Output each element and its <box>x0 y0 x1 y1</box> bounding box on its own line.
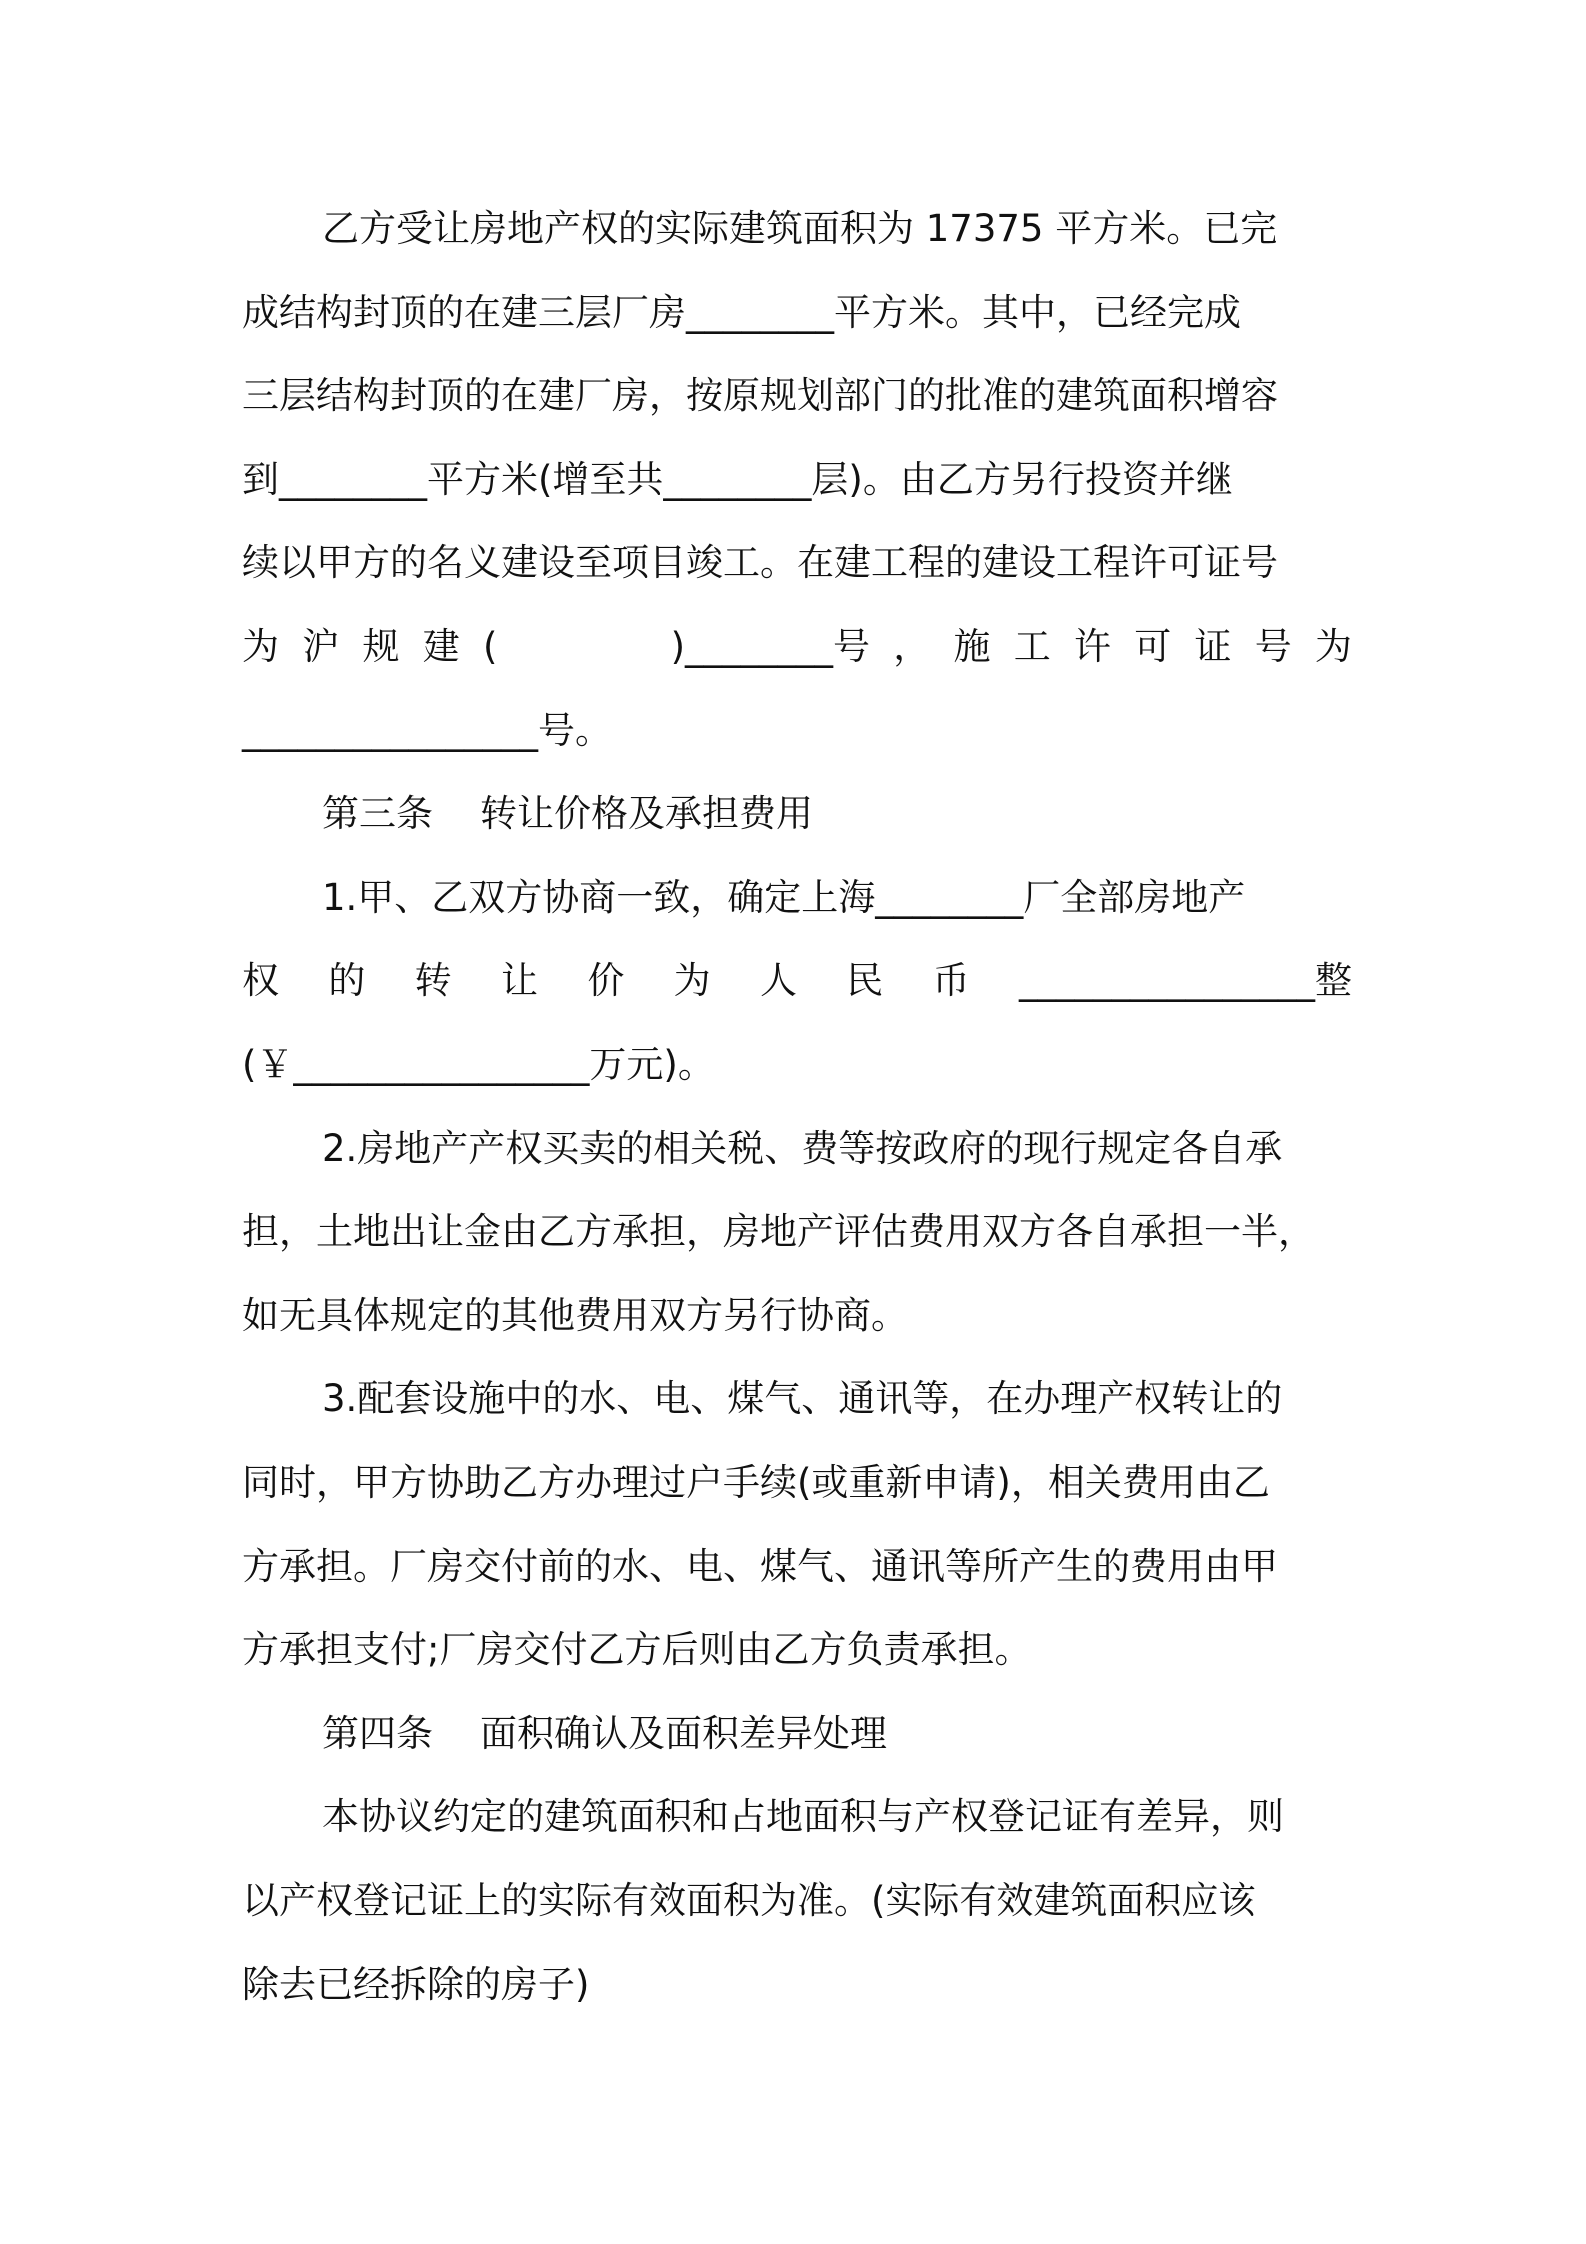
item1-line2-part: ________________整 <box>1018 959 1352 1002</box>
line6-part: ( <box>482 625 498 668</box>
item1-line2-part: 的 <box>328 959 366 1002</box>
item1-line2-part: 为 <box>673 959 711 1002</box>
item1-line2-part: 价 <box>587 959 625 1002</box>
item1-line2-part: 转 <box>414 959 452 1002</box>
article3-item3-line2: 同时，甲方协助乙方办理过户手续(或重新申请)，相关费用由乙 <box>242 1461 1270 1504</box>
line6-part: ， <box>893 625 931 668</box>
article3-item1-line3: (￥________________万元)。 <box>242 1043 715 1086</box>
line6-part: 建 <box>422 625 460 668</box>
article3-item1-line2 <box>242 958 1352 1004</box>
line6-part: 工 <box>1013 625 1051 668</box>
paragraph1-line5: 续以甲方的名义建设至项目竣工。在建工程的建设工程许可证号 <box>242 541 1278 584</box>
article4-line2: 以产权登记证上的实际有效面积为准。(实际有效建筑面积应该 <box>242 1879 1256 1922</box>
paragraph1-line3: 三层结构封顶的在建厂房，按原规划部门的批准的建筑面积增容 <box>242 374 1278 417</box>
line6-part: 沪 <box>302 625 340 668</box>
line6-part: 证 <box>1194 625 1232 668</box>
line6-part: 许 <box>1073 625 1111 668</box>
article3-item2-line3: 如无具体规定的其他费用双方另行协商。 <box>242 1294 908 1337</box>
line6-part: 为 <box>242 625 279 668</box>
item1-line2-part: 权 <box>242 959 279 1002</box>
paragraph1-line2: 成结构封顶的在建三层厂房________平方米。其中，已经完成 <box>242 291 1241 334</box>
article4-line3: 除去已经拆除的房子) <box>242 1963 590 2006</box>
article3-item2-line1: 2.房地产产权买卖的相关税、费等按政府的现行规定各自承 <box>322 1127 1283 1170</box>
article3-item3-line1: 3.配套设施中的水、电、煤气、通讯等，在办理产权转让的 <box>322 1377 1283 1420</box>
line6-part: 号 <box>1254 625 1292 668</box>
line6-part: )________号 <box>670 625 871 668</box>
line6-part: 规 <box>362 625 400 668</box>
line6-part: 可 <box>1134 625 1172 668</box>
article4-line1: 本协议约定的建筑面积和占地面积与产权登记证有差异，则 <box>322 1795 1284 1838</box>
article3-item3-line4: 方承担支付;厂房交付乙方后则由乙方负责承担。 <box>242 1628 1032 1671</box>
article3-item2-line2: 担，土地出让金由乙方承担，房地产评估费用双方各自承担一半， <box>242 1210 1315 1253</box>
paragraph1-line7: ________________号。 <box>242 709 612 752</box>
article3-item3-line3: 方承担。厂房交付前的水、电、煤气、通讯等所产生的费用由甲 <box>242 1545 1278 1588</box>
paragraph1-line6 <box>242 624 1352 670</box>
item1-line2-part: 民 <box>846 959 884 1002</box>
paragraph1-line1: 乙方受让房地产权的实际建筑面积为 17375 平方米。已完 <box>322 207 1278 250</box>
paragraph1-line4: 到________平方米(增至共________层)。由乙方另行投资并继 <box>242 458 1233 501</box>
item1-line2-part: 让 <box>500 959 538 1002</box>
item1-line2-part: 人 <box>759 959 797 1002</box>
item1-line2-part: 币 <box>932 959 970 1002</box>
article4-heading: 第四条 面积确认及面积差异处理 <box>322 1712 888 1755</box>
article3-item1-line1: 1.甲、乙双方协商一致，确定上海________厂全部房地产 <box>322 876 1246 919</box>
line6-part: 为 <box>1314 625 1352 668</box>
line6-part: 施 <box>953 625 991 668</box>
article3-heading: 第三条 转让价格及承担费用 <box>322 792 814 835</box>
